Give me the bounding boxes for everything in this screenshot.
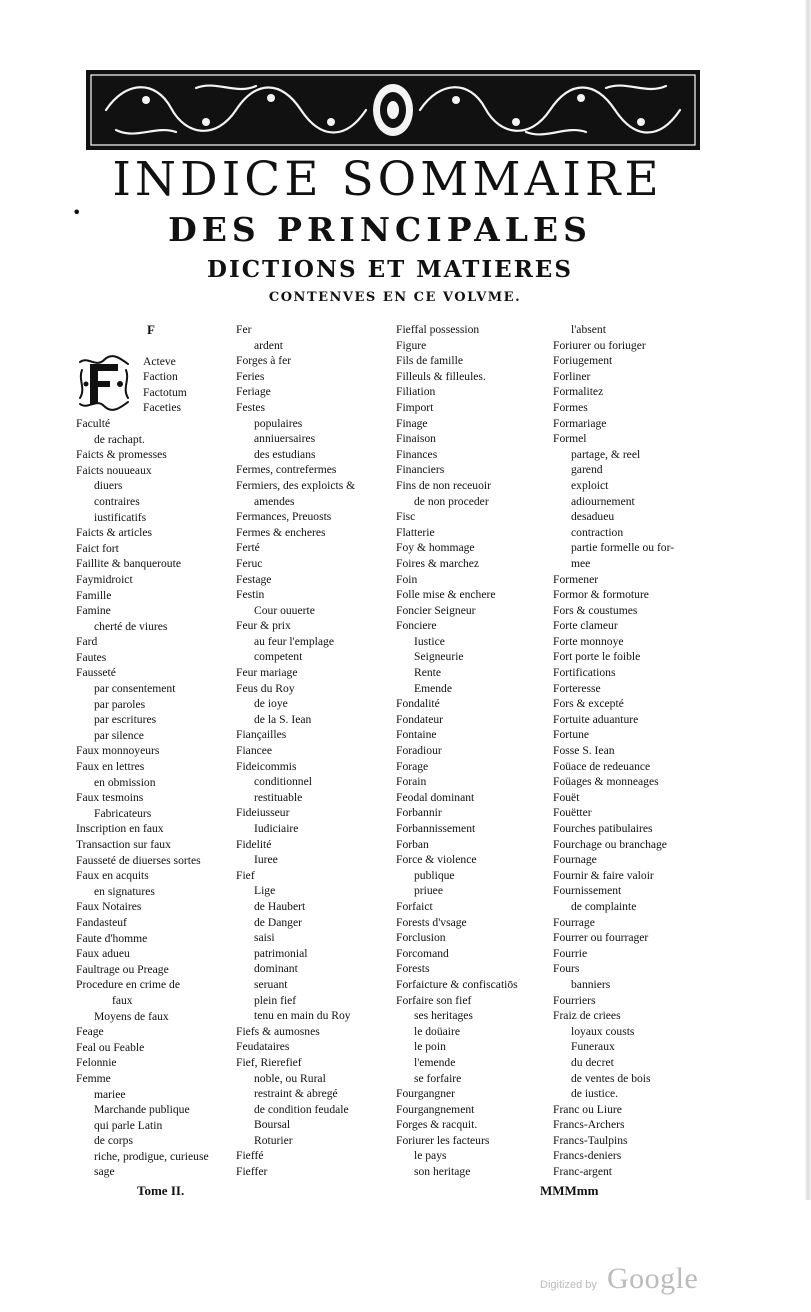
index-entry: Fiefs & aumosnes: [236, 1024, 320, 1038]
index-entry: Forges à fer: [236, 354, 292, 368]
index-subentry: par escritures: [94, 713, 157, 727]
index-subentry: Cour ouuerte: [254, 603, 315, 617]
index-subentry: le pays: [414, 1149, 447, 1163]
index-subentry: loyaux cousts: [571, 1024, 635, 1038]
index-entry: Faillite & banqueroute: [76, 557, 181, 571]
index-entry: Forges & racquit.: [396, 1118, 478, 1132]
index-column-1: [76, 322, 226, 1180]
index-entry: Fieffé: [236, 1149, 264, 1163]
index-column-2: [236, 322, 391, 1180]
index-subentry: se forfaire: [414, 1071, 462, 1085]
index-entry: Francs-Archers: [553, 1118, 625, 1132]
index-entry: Fort porte le foible: [553, 650, 641, 664]
index-entry: Factotum: [143, 385, 187, 399]
index-subentry: Rente: [414, 666, 442, 680]
index-entry: Forte clameur: [553, 619, 618, 633]
index-subentry: Lige: [254, 884, 276, 898]
index-entry: Faceties: [143, 401, 181, 415]
margin-bullet: •: [72, 203, 82, 222]
index-entry: Forbannir: [396, 806, 442, 820]
index-subentry: ses heritages: [414, 1009, 473, 1023]
index-entry: Fourrie: [553, 946, 588, 960]
index-entry: Feage: [76, 1025, 104, 1039]
index-subentry: mariee: [94, 1087, 126, 1101]
headpiece-ornament: [86, 70, 700, 150]
index-entry: Fins de non receuoir: [396, 478, 491, 492]
index-entry: Faymidroict: [76, 572, 133, 586]
index-subentry: anniuersaires: [254, 432, 316, 446]
index-subentry: tenu en main du Roy: [254, 1009, 351, 1023]
index-entry: Foradiour: [396, 744, 442, 758]
index-subentry: conditionnel: [254, 775, 312, 789]
index-entry: Faux Notaires: [76, 900, 142, 914]
index-entry: Fard: [76, 635, 98, 649]
index-subentry: Emende: [414, 681, 452, 695]
index-entry: Financiers: [396, 463, 445, 477]
index-subentry: Boursal: [254, 1118, 291, 1132]
index-entry: Franc ou Liure: [553, 1102, 622, 1116]
index-entry: Fils de famille: [396, 354, 463, 368]
index-subentry: iustificatifs: [94, 510, 147, 524]
index-entry: Fournage: [553, 853, 597, 867]
index-subentry: au feur l'emplage: [254, 634, 334, 648]
watermark: [540, 1262, 720, 1302]
index-entry: Fonciere: [396, 619, 437, 633]
index-entry: Fors & coustumes: [553, 603, 638, 617]
index-subentry: par silence: [94, 728, 144, 742]
index-subentry: de ioye: [254, 697, 288, 711]
index-entry: Feus du Roy: [236, 681, 295, 695]
index-subentry: qui parle Latin: [94, 1118, 163, 1132]
index-entry: Feodal dominant: [396, 790, 475, 804]
index-entry: Acteve: [143, 354, 176, 368]
index-entry: Forliner: [553, 369, 591, 383]
index-entry: Fermes & encheres: [236, 525, 326, 539]
index-entry: Fourgangnement: [396, 1102, 475, 1116]
index-entry: Feruc: [236, 556, 263, 570]
index-subentry: adiournement: [571, 494, 635, 508]
index-entry: Fondalité: [396, 697, 440, 711]
index-entry: Fieffal possession: [396, 323, 480, 336]
index-subentry: diuers: [94, 479, 123, 493]
index-subentry: l'emende: [414, 1055, 456, 1069]
index-subentry: Roturier: [254, 1133, 293, 1147]
index-subentry: noble, ou Rural: [254, 1071, 326, 1085]
index-entry: Fiançailles: [236, 728, 287, 742]
index-entry: Forain: [396, 775, 427, 789]
index-entry: Foncier Seigneur: [396, 603, 476, 617]
index-entry: Finances: [396, 447, 438, 461]
index-subentry: banniers: [571, 977, 611, 991]
index-entry: Faute d'homme: [76, 931, 148, 945]
index-subentry: le doüaire: [414, 1024, 461, 1038]
index-entry: Formariage: [553, 416, 607, 430]
index-entry: Francs-Taulpins: [553, 1133, 628, 1147]
index-subentry: seruant: [254, 977, 288, 991]
index-column-3: [396, 322, 556, 1180]
index-entry: Foüace de redeuance: [553, 759, 651, 773]
index-subentry: de rachapt.: [94, 432, 145, 446]
index-entry: Faculté: [76, 416, 111, 430]
index-entry: Forte monnoye: [553, 634, 624, 648]
index-subentry: Funeraux: [571, 1040, 615, 1054]
index-entry: Filiation: [396, 385, 436, 399]
index-entry: Fermances, Preuosts: [236, 510, 332, 524]
index-entry: Feal ou Feable: [76, 1040, 145, 1054]
index-subentry: cherté de viures: [94, 619, 168, 633]
index-entry: Franc-argent: [553, 1165, 613, 1179]
index-entry: Feries: [236, 369, 265, 383]
index-entry: Foriugement: [553, 354, 613, 368]
index-entry: Fourrage: [553, 915, 595, 929]
index-entry: Fer: [236, 323, 252, 336]
index-subentry: l'absent: [571, 323, 606, 336]
index-entry: Inscription en faux: [76, 822, 164, 836]
index-entry: Faict fort: [76, 541, 119, 555]
index-subentry: partage, & reel: [571, 447, 641, 461]
index-subentry: son heritage: [414, 1165, 471, 1179]
index-entry: Transaction sur faux: [76, 838, 171, 851]
index-entry: Fondateur: [396, 712, 444, 726]
index-subentry: de ventes de bois: [571, 1071, 651, 1085]
index-entry: Forests: [396, 962, 430, 976]
index-entry: Faicts & articles: [76, 526, 152, 540]
index-subentry: de iustice.: [571, 1087, 619, 1101]
index-entry: Fideicommis: [236, 759, 297, 773]
index-entry: Forcomand: [396, 946, 449, 960]
index-entry: Foriurer ou foriuger: [553, 338, 646, 352]
index-entry: Felonnie: [76, 1056, 117, 1070]
index-subentry: dominant: [254, 962, 298, 976]
index-subentry: le poin: [414, 1040, 446, 1054]
index-entry: Formalitez: [553, 385, 604, 399]
index-entry: Femme: [76, 1071, 111, 1085]
index-entry: Forfaire son fief: [396, 993, 472, 1007]
index-entry: Fors & excepté: [553, 697, 624, 711]
index-entry: Ferté: [236, 541, 260, 555]
index-subentry: par paroles: [94, 697, 146, 711]
index-entry: Formener: [553, 572, 599, 586]
title-line-2: DES PRINCIPALES: [168, 210, 592, 249]
index-subentry: restituable: [254, 790, 303, 804]
index-entry: Fief: [236, 868, 255, 882]
index-subentry: riche, prodigue, curieuse: [94, 1149, 209, 1163]
index-subentry: exploict: [571, 478, 609, 492]
google-logo: Google: [607, 1262, 699, 1295]
index-entry: Fontaine: [396, 728, 437, 742]
index-entry: Forteresse: [553, 681, 601, 695]
index-subentry: des estudians: [254, 447, 316, 461]
index-entry: Foy & hommage: [396, 541, 475, 555]
index-entry: Foin: [396, 572, 418, 586]
index-entry: Famille: [76, 588, 112, 602]
index-entry: Fourchage ou branchage: [553, 837, 667, 851]
index-entry: Fieffer: [236, 1165, 268, 1179]
index-subentry: en signatures: [94, 884, 155, 898]
title-line-1: INDICE SOMMAIRE: [112, 152, 663, 207]
index-entry: Fimport: [396, 400, 434, 414]
index-entry: Fidelité: [236, 837, 272, 851]
index-entry: Feur mariage: [236, 666, 298, 680]
index-entry: Fermes, contrefermes: [236, 463, 337, 477]
index-entry: Filleuls & filleules.: [396, 369, 486, 383]
index-entry: Famine: [76, 604, 111, 618]
index-entry: Fortuite aduanture: [553, 712, 639, 726]
index-subentry: Seigneurie: [414, 650, 464, 664]
index-entry: Folle mise & enchere: [396, 588, 496, 602]
index-subentry: faux: [112, 993, 133, 1007]
index-entry: Faicts & promesses: [76, 448, 167, 462]
index-entry: Feur & prix: [236, 619, 291, 633]
index-entry: Foires & marchez: [396, 556, 480, 570]
index-column-4: [553, 322, 713, 1180]
index-entry: Fouët: [553, 790, 580, 804]
index-subentry: contraires: [94, 494, 140, 508]
index-entry: Forban: [396, 837, 429, 851]
index-subentry: Fabricateurs: [94, 806, 152, 820]
index-entry: Faux monnoyeurs: [76, 744, 160, 758]
index-entry: Faux en lettres: [76, 760, 145, 774]
index-subentry: Marchande publique: [94, 1103, 190, 1117]
index-subentry: Iudiciaire: [254, 822, 299, 835]
index-subentry: partie formelle ou for-: [571, 541, 675, 555]
index-entry: Foriurer les facteurs: [396, 1133, 490, 1147]
index-entry: Fours: [553, 962, 580, 976]
index-entry: Faction: [143, 370, 178, 384]
signature-mark: MMMmm: [540, 1183, 599, 1198]
index-entry: Feriage: [236, 385, 271, 399]
index-subentry: Moyens de faux: [94, 1009, 169, 1023]
index-entry: Fourrer ou fourrager: [553, 931, 649, 945]
title-line-3: DICTIONS ET MATIERES: [207, 256, 573, 283]
index-entry: Fourgangner: [396, 1087, 456, 1101]
index-entry: Forfaicture & confiscatiōs: [396, 977, 518, 991]
index-entry: Fournissement: [553, 884, 622, 898]
index-entry: Fautes: [76, 650, 107, 664]
index-subentry: Iuree: [254, 853, 278, 867]
index-entry: Fiancee: [236, 744, 273, 758]
index-entry: Festin: [236, 588, 265, 602]
page-edge: [805, 0, 811, 1200]
index-entry: Flatterie: [396, 525, 435, 539]
index-subentry: patrimonial: [254, 946, 308, 960]
index-entry: Faux tesmoins: [76, 791, 144, 805]
index-subentry: de corps: [94, 1134, 133, 1148]
index-entry: Finaison: [396, 432, 436, 446]
index-subentry: contraction: [571, 525, 624, 539]
index-entry: Festage: [236, 572, 272, 586]
index-entry: Fermiers, des exploicts &: [236, 478, 356, 492]
index-entry: Fandasteuf: [76, 915, 127, 929]
volume-label: Tome II.: [137, 1183, 185, 1198]
index-entry: Festes: [236, 400, 265, 414]
index-subentry: de condition feudale: [254, 1102, 349, 1116]
index-subentry: populaires: [254, 416, 303, 430]
index-entry: Forage: [396, 759, 429, 773]
index-entry: Procedure en crime de: [76, 978, 180, 992]
index-subentry: desadueu: [571, 510, 615, 524]
index-subentry: de la S. Iean: [254, 712, 312, 726]
index-entry: Figure: [396, 338, 427, 352]
index-entry: Fourriers: [553, 993, 596, 1007]
index-subentry: restraint & abregé: [254, 1087, 338, 1101]
index-entry: Fief, Rierefief: [236, 1055, 302, 1069]
section-letter: F: [147, 322, 155, 337]
index-entry: Forclusion: [396, 931, 446, 945]
index-entry: Fideiusseur: [236, 806, 290, 820]
index-entry: Faux adueu: [76, 947, 130, 961]
index-subentry: de Haubert: [254, 899, 306, 913]
index-entry: Francs-deniers: [553, 1149, 622, 1163]
index-subentry: sage: [94, 1165, 115, 1179]
index-entry: Fausseté: [76, 666, 116, 680]
index-entry: Fouëtter: [553, 806, 592, 820]
index-entry: Fosse S. Iean: [553, 744, 615, 758]
index-entry: Formes: [553, 400, 588, 414]
index-subentry: de non proceder: [414, 494, 489, 508]
index-subentry: en obmission: [94, 775, 156, 789]
index-entry: Fournir & faire valoir: [553, 868, 654, 882]
index-subentry: saisi: [254, 931, 275, 945]
index-subentry: de Danger: [254, 915, 302, 929]
index-entry: Fausseté de diuerses sortes: [76, 853, 201, 867]
index-subentry: de complainte: [571, 899, 637, 913]
index-entry: Fisc: [396, 510, 416, 524]
index-subentry: plein fief: [254, 993, 297, 1007]
index-entry: Forbannissement: [396, 822, 476, 835]
index-entry: Forests d'vsage: [396, 915, 467, 929]
index-entry: Faicts nouueaux: [76, 463, 152, 477]
index-entry: Fraiz de criees: [553, 1009, 621, 1023]
index-subentry: par consentement: [94, 682, 176, 696]
index-entry: Foüages & monneages: [553, 775, 659, 789]
index-subentry: ardent: [254, 338, 283, 352]
index-entry: Force & violence: [396, 853, 477, 867]
index-subentry: competent: [254, 650, 303, 664]
index-subentry: mee: [571, 556, 591, 570]
index-subentry: priuee: [414, 884, 443, 898]
index-entry: Fortune: [553, 728, 590, 742]
index-subentry: Iustice: [414, 634, 445, 648]
index-entry: Formor & formoture: [553, 588, 649, 602]
index-subentry: publique: [414, 868, 455, 882]
index-entry: Fourches patibulaires: [553, 822, 653, 835]
index-entry: Faultrage ou Preage: [76, 962, 169, 976]
index-subentry: garend: [571, 463, 603, 477]
index-entry: Faux en acquits: [76, 869, 149, 883]
index-entry: Feudataires: [236, 1040, 290, 1054]
index-entry: Finage: [396, 416, 428, 430]
index-subentry: du decret: [571, 1055, 614, 1069]
watermark-prefix: Digitized by: [540, 1279, 597, 1291]
title-line-4: CONTENVES EN CE VOLVME.: [268, 290, 522, 305]
index-entry: Forfaict: [396, 899, 433, 913]
index-entry: Formel: [553, 432, 587, 446]
index-entry: Fortifications: [553, 666, 616, 680]
index-subentry: amendes: [254, 494, 295, 508]
